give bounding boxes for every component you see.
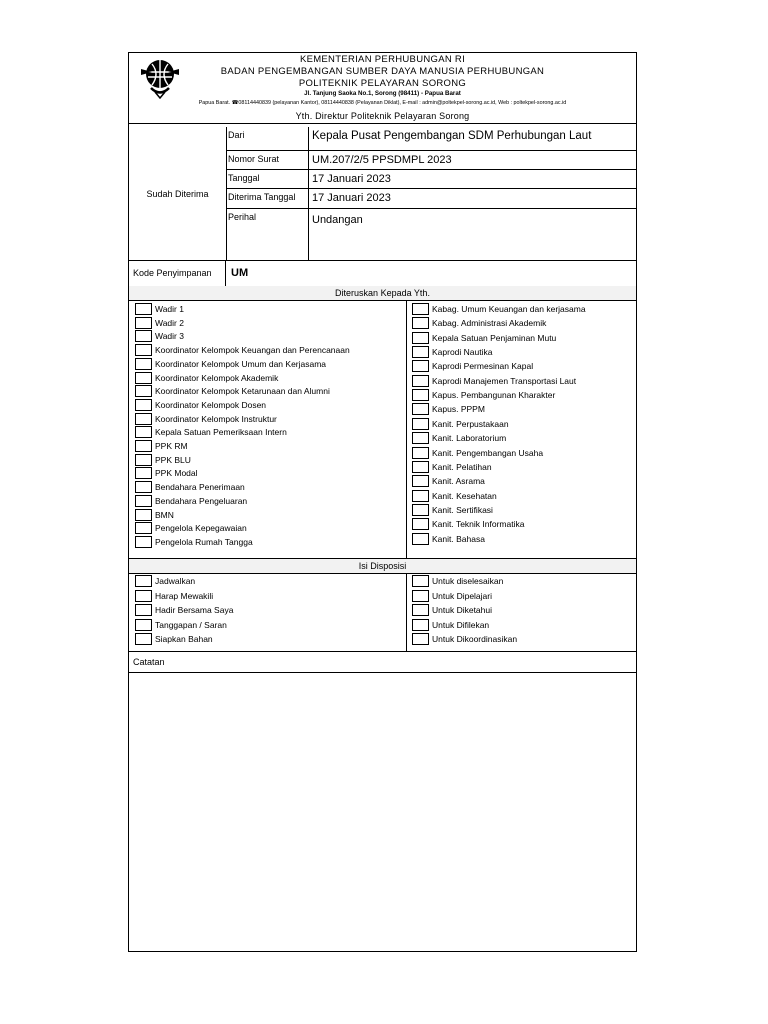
checkbox-icon[interactable]	[135, 413, 152, 425]
disposisi-right-label: Untuk Difilekan	[432, 619, 490, 630]
disposisi-right-label: Untuk diselesaikan	[432, 576, 504, 586]
checkbox-icon[interactable]	[412, 403, 429, 415]
disposisi-right-label: Untuk Dipelajari	[432, 590, 492, 601]
field-label-tanggal: Tanggal	[226, 170, 309, 189]
forwarded-left-label: Koordinator Kelompok Akademik	[155, 372, 279, 383]
checkbox-icon[interactable]	[135, 467, 152, 479]
forwarded-right-label: Kanit. Perpustakaan	[432, 418, 509, 429]
checkbox-icon[interactable]	[135, 303, 152, 315]
checkbox-icon[interactable]	[412, 375, 429, 387]
checkbox-icon[interactable]	[412, 418, 429, 430]
checkbox-icon[interactable]	[135, 372, 152, 384]
checkbox-icon[interactable]	[412, 389, 429, 401]
checkbox-icon[interactable]	[412, 533, 429, 545]
checkbox-icon[interactable]	[412, 575, 429, 587]
checkbox-icon[interactable]	[412, 317, 429, 329]
forwarded-left-label: BMN	[155, 509, 174, 520]
institution-name: POLITEKNIK PELAYARAN SORONG	[298, 78, 467, 89]
disposisi-divider	[406, 573, 407, 651]
kode-penyimpanan-value: UM	[231, 267, 249, 279]
sudah-diterima-label: Sudah Diterima	[129, 127, 227, 260]
addressee-line: Yth. Direktur Politeknik Pelayaran Sorong	[295, 111, 470, 121]
forwarded-left-label: PPK BLU	[155, 454, 191, 465]
forwarded-left-label: Koordinator Kelompok Umum dan Kerjasama	[155, 358, 327, 369]
checkbox-icon[interactable]	[135, 590, 152, 602]
forwarded-right-label: Kanit. Pelatihan	[432, 461, 492, 472]
checkbox-icon[interactable]	[412, 504, 429, 516]
field-value-perihal: Undangan	[312, 214, 363, 226]
forwarded-right-label: Kaprodi Manajemen Transportasi Laut	[432, 375, 577, 386]
address-line: Jl. Tanjung Saoka No.1, Sorong (98411) - Papua Barat	[304, 90, 461, 97]
disposisi-left-label: Siapkan Bahan	[155, 634, 213, 644]
forwarded-right-label: Kanit. Bahasa	[432, 533, 485, 544]
disposisi-header: Isi Disposisi	[129, 558, 636, 574]
forwarded-right-label: Kabag. Umum Keuangan dan kerjasama	[432, 304, 586, 314]
forwarded-left-label: Wadir 2	[155, 317, 184, 328]
forwarded-right-label: Kanit. Pengembangan Usaha	[432, 447, 544, 458]
contact-line: Papua Barat. ☎08114440839 (pelayanan Kantor), 08114440838 (Pelayanan Diklat), E-mail : admin@poltekpel-sorong.ac.id, Web : poltekpel-sorong.ac.id	[198, 100, 567, 106]
checkbox-icon[interactable]	[135, 495, 152, 507]
field-value-nomor-surat: UM.207/2/5 PPSDMPL 2023	[309, 151, 636, 170]
forwarded-right-label: Kapus. Pembangunan Kharakter	[432, 390, 556, 401]
forwarded-left-label: PPK RM	[155, 441, 188, 451]
field-label-perihal: Perihal	[226, 209, 309, 260]
forwarded-left-label: Koordinator Kelompok Instruktur	[155, 413, 277, 424]
checkbox-icon[interactable]	[135, 633, 152, 645]
checkbox-icon[interactable]	[135, 358, 152, 370]
disposisi-left-label: Jadwalkan	[155, 576, 196, 586]
forwarded-divider	[406, 301, 407, 558]
forwarded-right-label: Kanit. Teknik Informatika	[432, 519, 525, 530]
forwarded-left-label: PPK Modal	[155, 468, 198, 479]
forwarded-right-label: Kaprodi Permesinan Kapal	[432, 361, 534, 372]
forwarded-left-label: Pengelola Rumah Tangga	[155, 536, 253, 547]
checkbox-icon[interactable]	[135, 536, 152, 548]
checkbox-icon[interactable]	[412, 633, 429, 645]
checkbox-icon[interactable]	[135, 481, 152, 493]
forwarded-left-label: Koordinator Kelompok Dosen	[155, 399, 267, 410]
disposisi-right-label: Untuk Diketahui	[432, 605, 493, 615]
forwarded-left-label: Pengelola Kepegawaian	[155, 523, 247, 534]
checkbox-icon[interactable]	[412, 346, 429, 358]
checkbox-icon[interactable]	[412, 518, 429, 530]
checkbox-icon[interactable]	[135, 522, 152, 534]
ministry-name: KEMENTERIAN PERHUBUNGAN RI	[299, 54, 466, 65]
forwarded-left-label: Kepala Satuan Pemeriksaan Intern	[155, 427, 287, 438]
field-value-dari: Kepala Pusat Pengembangan SDM Perhubungan Laut	[309, 127, 636, 151]
kode-penyimpanan-row	[129, 260, 636, 287]
letterhead	[129, 53, 636, 124]
checkbox-icon[interactable]	[135, 426, 152, 438]
diteruskan-header: Diteruskan Kepada Yth.	[129, 286, 636, 301]
forwarded-right-label: Kepala Satuan Penjaminan Mutu	[432, 332, 557, 343]
catatan-row	[129, 651, 636, 673]
agency-name: BADAN PENGEMBANGAN SUMBER DAYA MANUSIA PERHUBUNGAN	[220, 66, 545, 77]
checkbox-icon[interactable]	[135, 344, 152, 356]
forwarded-right-label: Kanit. Laboratorium	[432, 433, 507, 444]
forwarded-left-label: Koordinator Kelompok Ketarunaan dan Alumni	[155, 386, 330, 397]
disposisi-left-label: Tanggapan / Saran	[155, 619, 227, 630]
forwarded-left-label: Wadir 3	[155, 331, 184, 342]
checkbox-icon[interactable]	[135, 317, 152, 329]
checkbox-icon[interactable]	[135, 399, 152, 411]
catatan-label: Catatan	[133, 657, 165, 667]
received-section	[129, 127, 636, 261]
checkbox-icon[interactable]	[412, 303, 429, 315]
forwarded-left-label: Bendahara Penerimaan	[155, 482, 245, 493]
checkbox-icon[interactable]	[135, 604, 152, 616]
field-label-diterima-tanggal: Diterima Tanggal	[226, 189, 309, 209]
checkbox-icon[interactable]	[412, 461, 429, 473]
forwarded-left-label: Wadir 1	[155, 304, 184, 314]
checkbox-icon[interactable]	[412, 432, 429, 444]
field-label-dari: Dari	[226, 127, 309, 151]
forwarded-right-label: Kapus. PPPM	[432, 404, 485, 415]
field-value-tanggal: 17 Januari 2023	[309, 170, 636, 189]
checkbox-icon[interactable]	[412, 360, 429, 372]
disposisi-right-label: Untuk Dikoordinasikan	[432, 634, 518, 644]
checkbox-icon[interactable]	[412, 590, 429, 602]
checkbox-icon[interactable]	[135, 619, 152, 631]
checkbox-icon[interactable]	[412, 604, 429, 616]
checkbox-icon[interactable]	[412, 475, 429, 487]
disposisi-left-label: Hadir Bersama Saya	[155, 605, 234, 615]
checkbox-icon[interactable]	[135, 385, 152, 397]
disposition-sheet	[128, 52, 637, 952]
forwarded-right-label: Kanit. Asrama	[432, 476, 485, 487]
field-label-nomor-surat: Nomor Surat	[226, 151, 309, 170]
checkbox-icon[interactable]	[412, 447, 429, 459]
forwarded-left-label: Koordinator Kelompok Keuangan dan Perencanaan	[155, 345, 350, 356]
disposisi-left-label: Harap Mewakili	[155, 590, 214, 601]
checkbox-icon[interactable]	[135, 330, 152, 342]
checkbox-icon[interactable]	[135, 454, 152, 466]
forwarded-right-label: Kanit. Kesehatan	[432, 490, 497, 501]
kode-penyimpanan-label: Kode Penyimpanan	[129, 260, 226, 286]
forwarded-right-label: Kanit. Sertifikasi	[432, 504, 493, 515]
forwarded-right-label: Kaprodi Nautika	[432, 347, 493, 358]
field-value-diterima-tanggal: 17 Januari 2023	[309, 189, 636, 209]
checkbox-icon[interactable]	[412, 490, 429, 502]
checkbox-icon[interactable]	[412, 332, 429, 344]
checkbox-icon[interactable]	[135, 509, 152, 521]
forwarded-right-label: Kabag. Administrasi Akademik	[432, 318, 547, 329]
checkbox-icon[interactable]	[135, 575, 152, 587]
checkbox-icon[interactable]	[135, 440, 152, 452]
checkbox-icon[interactable]	[412, 619, 429, 631]
forwarded-left-label: Bendahara Pengeluaran	[155, 495, 248, 506]
